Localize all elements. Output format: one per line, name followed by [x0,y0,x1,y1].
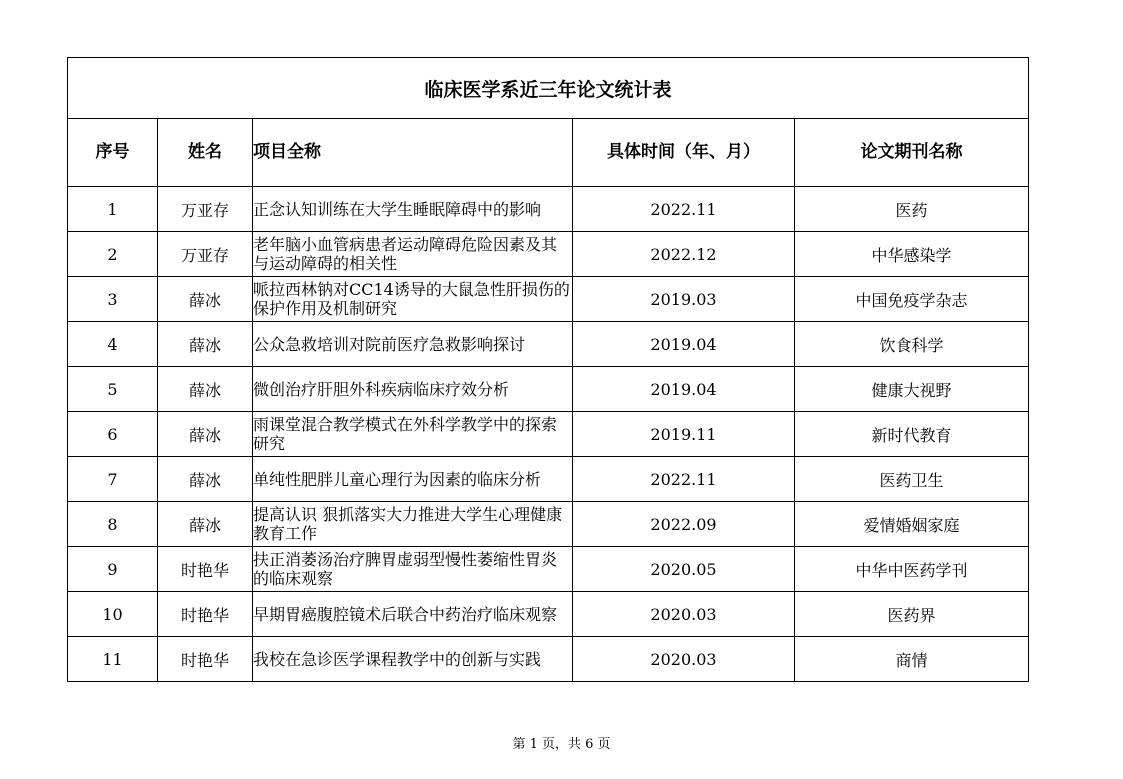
cell-no: 7 [68,457,158,502]
cell-project: 我校在急诊医学课程教学中的创新与实践 [253,637,573,682]
cell-no: 5 [68,367,158,412]
cell-name: 薛冰 [158,322,253,367]
page-footer: 第 1 页，共 6 页 [512,737,611,752]
cell-no: 4 [68,322,158,367]
header-no: 序号 [68,119,158,187]
table-row [68,412,1029,457]
cell-date: 2020.03 [573,592,795,637]
cell-date: 2019.03 [573,277,795,322]
cell-no: 3 [68,277,158,322]
cell-project: 扶正消萎汤治疗脾胃虚弱型慢性萎缩性胃炎的临床观察 [253,547,573,592]
cell-journal: 中国免疫学杂志 [795,277,1029,322]
cell-date: 2022.11 [573,457,795,502]
table-row [68,277,1029,322]
cell-project: 提高认识 狠抓落实大力推进大学生心理健康教育工作 [253,502,573,547]
cell-date: 2019.11 [573,412,795,457]
cell-journal: 商情 [795,637,1029,682]
cell-project: 正念认知训练在大学生睡眠障碍中的影响 [253,187,573,232]
cell-project: 早期胃癌腹腔镜术后联合中药治疗临床观察 [253,592,573,637]
cell-name: 薛冰 [158,502,253,547]
cell-no: 11 [68,637,158,682]
paper-statistics-table [67,57,1029,682]
table-row [68,637,1029,682]
header-journal: 论文期刊名称 [795,119,1029,187]
cell-date: 2020.05 [573,547,795,592]
cell-date: 2019.04 [573,322,795,367]
cell-project: 雨课堂混合教学模式在外科学教学中的探索研究 [253,412,573,457]
table-row [68,502,1029,547]
cell-name: 时艳华 [158,547,253,592]
cell-journal: 中华中医药学刊 [795,547,1029,592]
table-title: 临床医学系近三年论文统计表 [68,58,1029,119]
cell-name: 万亚存 [158,232,253,277]
table-row [68,187,1029,232]
cell-project: 微创治疗肝胆外科疾病临床疗效分析 [253,367,573,412]
cell-project: 公众急救培训对院前医疗急救影响探讨 [253,322,573,367]
cell-journal: 饮食科学 [795,322,1029,367]
cell-no: 6 [68,412,158,457]
cell-name: 薛冰 [158,412,253,457]
cell-date: 2022.09 [573,502,795,547]
cell-journal: 医药界 [795,592,1029,637]
cell-date: 2022.12 [573,232,795,277]
cell-date: 2020.03 [573,637,795,682]
cell-no: 1 [68,187,158,232]
cell-journal: 健康大视野 [795,367,1029,412]
cell-name: 万亚存 [158,187,253,232]
table-row [68,367,1029,412]
cell-journal: 医药 [795,187,1029,232]
cell-name: 薛冰 [158,277,253,322]
cell-name: 薛冰 [158,457,253,502]
table-row [68,457,1029,502]
cell-journal: 医药卫生 [795,457,1029,502]
table-row [68,322,1029,367]
header-project: 项目全称 [253,119,573,187]
cell-no: 2 [68,232,158,277]
cell-journal: 中华感染学 [795,232,1029,277]
cell-project: 老年脑小血管病患者运动障碍危险因素及其与运动障碍的相关性 [253,232,573,277]
cell-name: 时艳华 [158,592,253,637]
header-name: 姓名 [158,119,253,187]
cell-name: 时艳华 [158,637,253,682]
cell-no: 9 [68,547,158,592]
cell-journal: 新时代教育 [795,412,1029,457]
cell-project: 哌拉西林钠对CC14诱导的大鼠急性肝损伤的保护作用及机制研究 [253,277,573,322]
cell-project: 单纯性肥胖儿童心理行为因素的临床分析 [253,457,573,502]
cell-name: 薛冰 [158,367,253,412]
cell-date: 2022.11 [573,187,795,232]
cell-no: 8 [68,502,158,547]
cell-date: 2019.04 [573,367,795,412]
header-date: 具体时间（年、月） [573,119,795,187]
cell-journal: 爱情婚姻家庭 [795,502,1029,547]
cell-no: 10 [68,592,158,637]
table-row [68,547,1029,592]
table-row [68,232,1029,277]
header-row [68,119,1029,187]
table-row [68,592,1029,637]
